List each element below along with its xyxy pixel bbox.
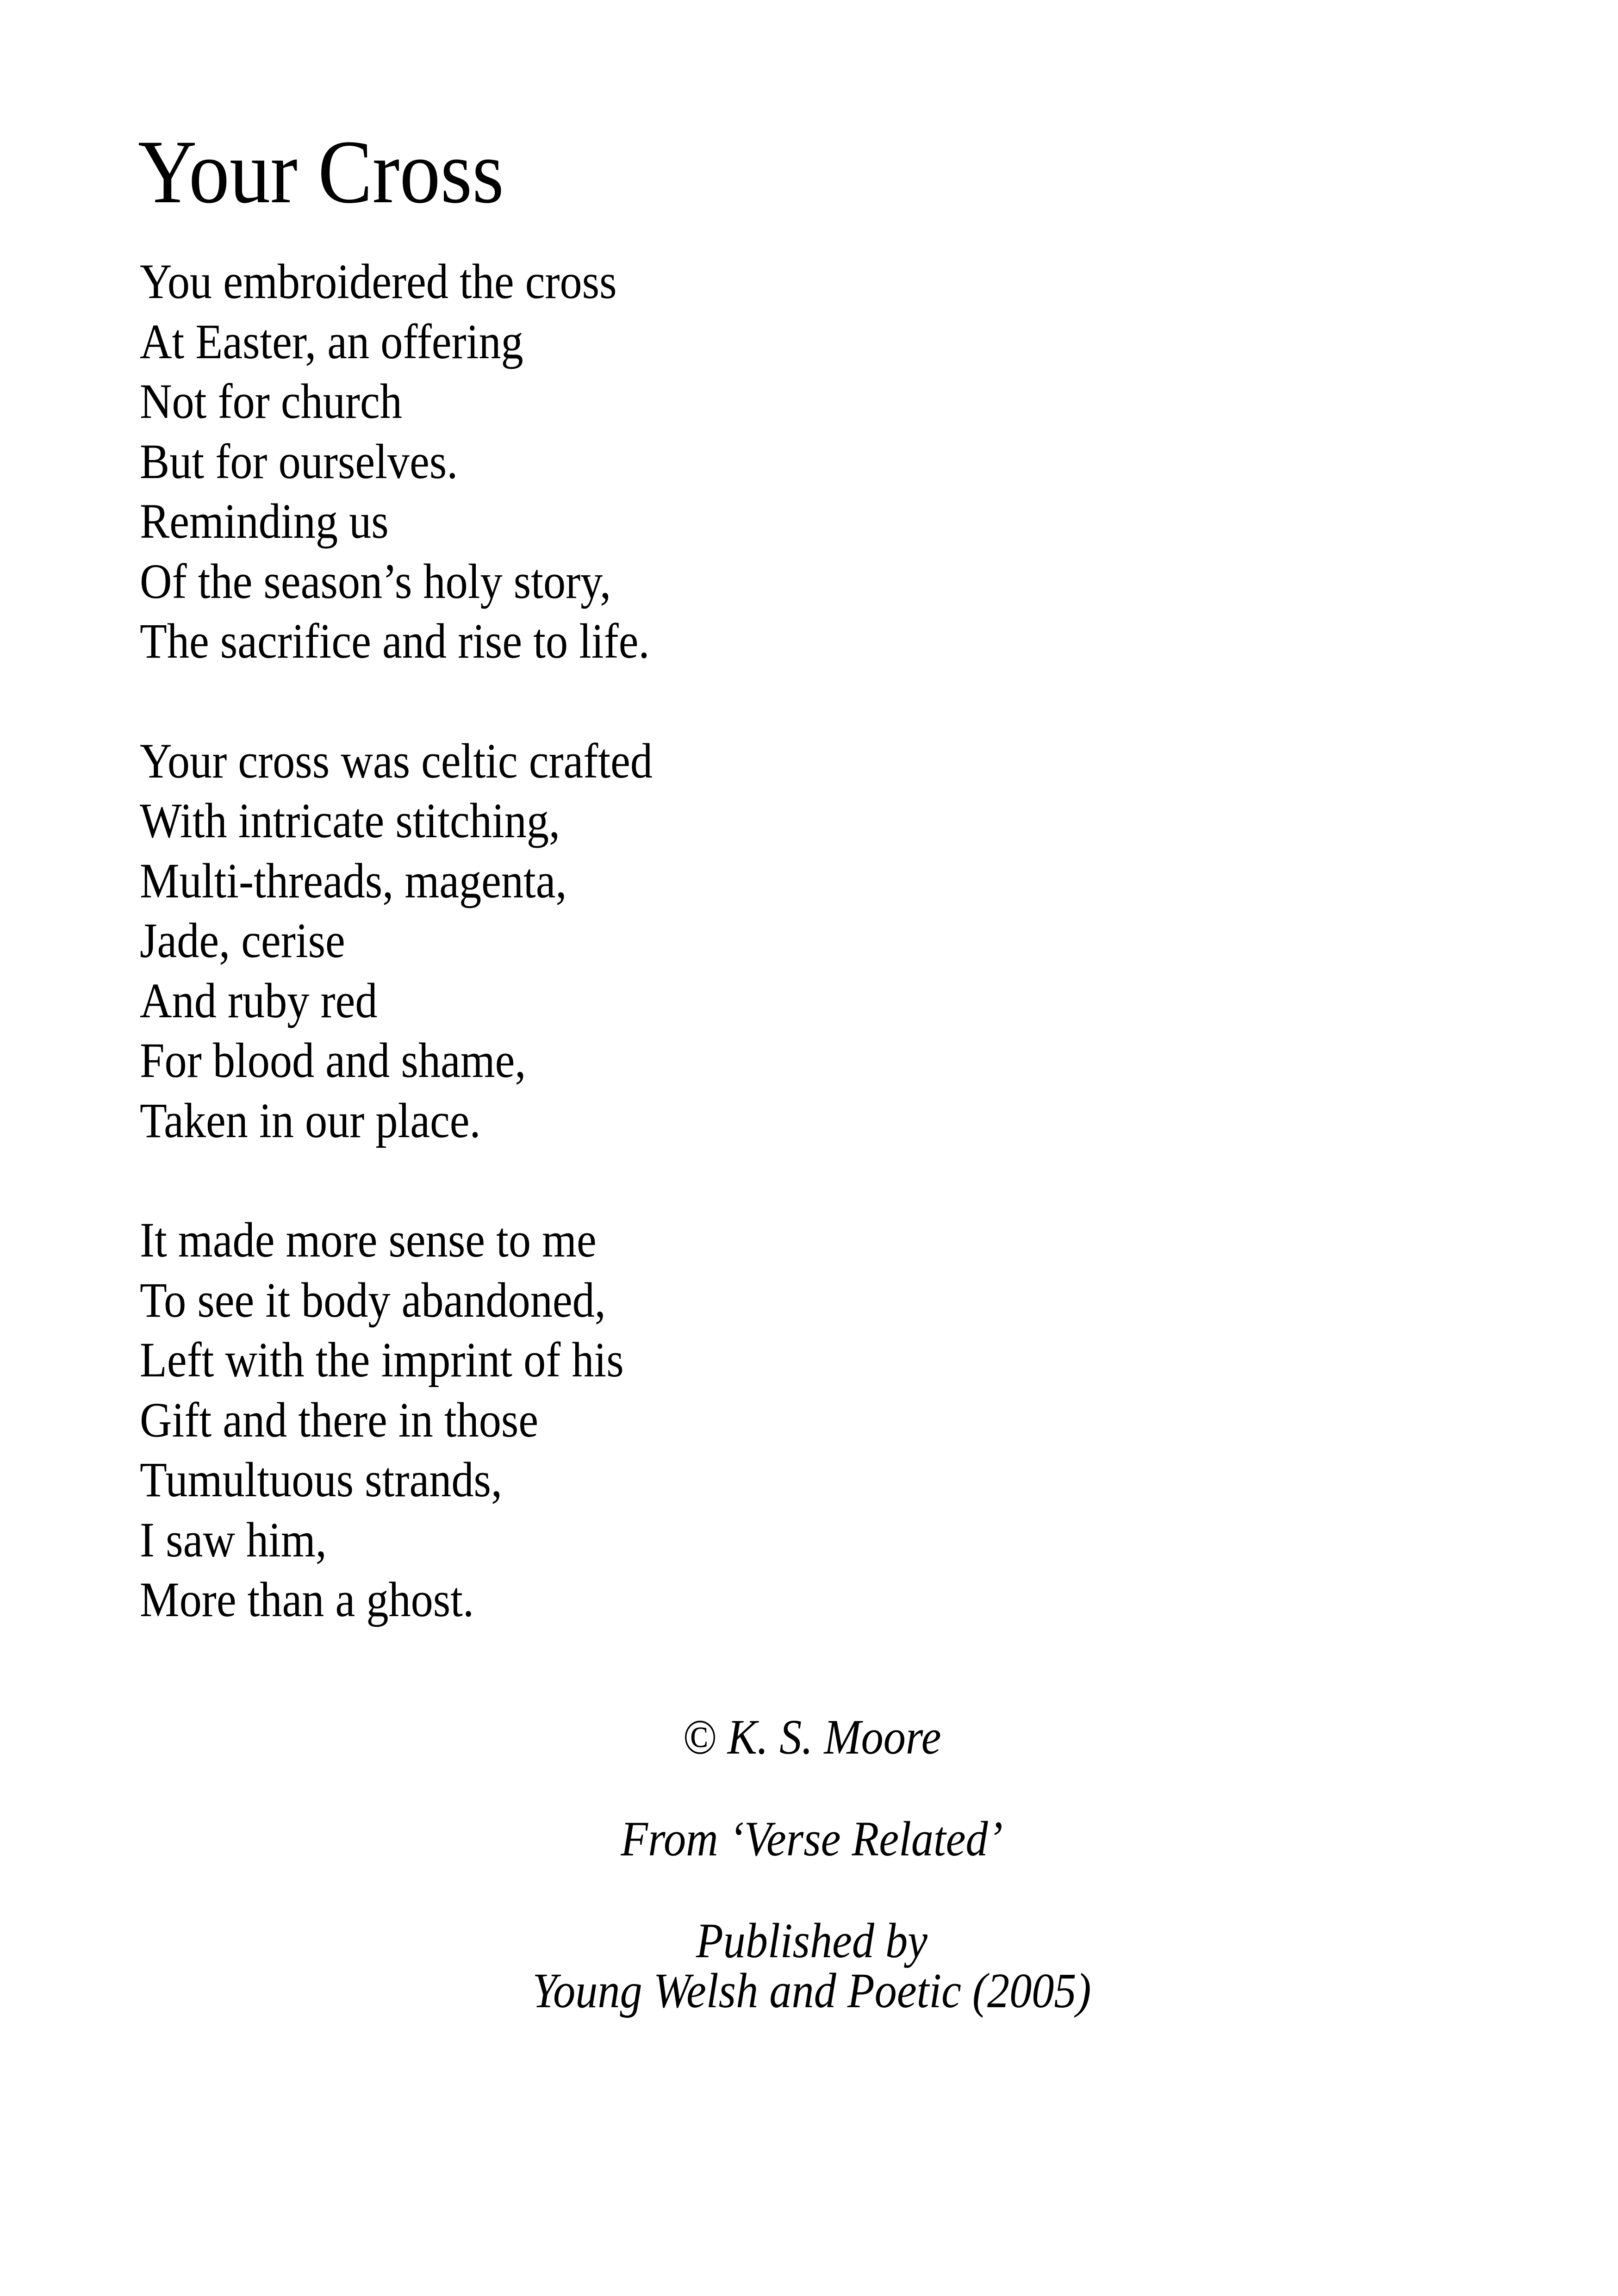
copyright-notice: © K. S. Moore (682, 1710, 941, 1765)
poem-credits (0, 1712, 1618, 2016)
stanza-3 (140, 1211, 653, 1630)
poem-line: With intricate stitching, (140, 794, 560, 848)
poem-line: Your cross was celtic crafted (140, 734, 653, 789)
poem-line: Jade, cerise (140, 914, 345, 968)
published-by-label: Published by (696, 1914, 928, 1968)
poem-line: You embroidered the cross (140, 255, 617, 309)
source-collection: From ‘Verse Related’ (621, 1812, 1003, 1867)
poem-line: Of the season’s holy story, (140, 554, 611, 609)
poem-line: But for ourselves. (140, 434, 458, 489)
poem-line: Taken in our place. (140, 1093, 481, 1148)
poem-line: Not for church (140, 374, 402, 429)
poem-line: Gift and there in those (140, 1393, 539, 1448)
poem-line: I saw him, (140, 1512, 327, 1568)
poem-line: Reminding us (140, 494, 389, 549)
poem-line: Multi-threads, magenta, (140, 853, 567, 908)
poem-line: Left with the imprint of his (140, 1333, 624, 1388)
poem-line: Tumultuous strands, (140, 1453, 503, 1507)
publisher-name: Young Welsh and Poetic (2005) (532, 1964, 1091, 2018)
poem-line: It made more sense to me (140, 1213, 597, 1268)
poem-line: The sacrifice and rise to life. (140, 614, 650, 669)
poem-body (140, 252, 653, 1690)
stanza-1 (140, 252, 653, 672)
poem-line: For blood and shame, (140, 1033, 526, 1088)
poem-line: More than a ghost. (140, 1573, 474, 1627)
poem-title: Your Cross (138, 122, 504, 222)
poem-line: To see it body abandoned, (140, 1273, 606, 1328)
poem-line: And ruby red (140, 973, 378, 1028)
stanza-2 (140, 732, 653, 1151)
poem-line: At Easter, an offering (140, 314, 523, 369)
